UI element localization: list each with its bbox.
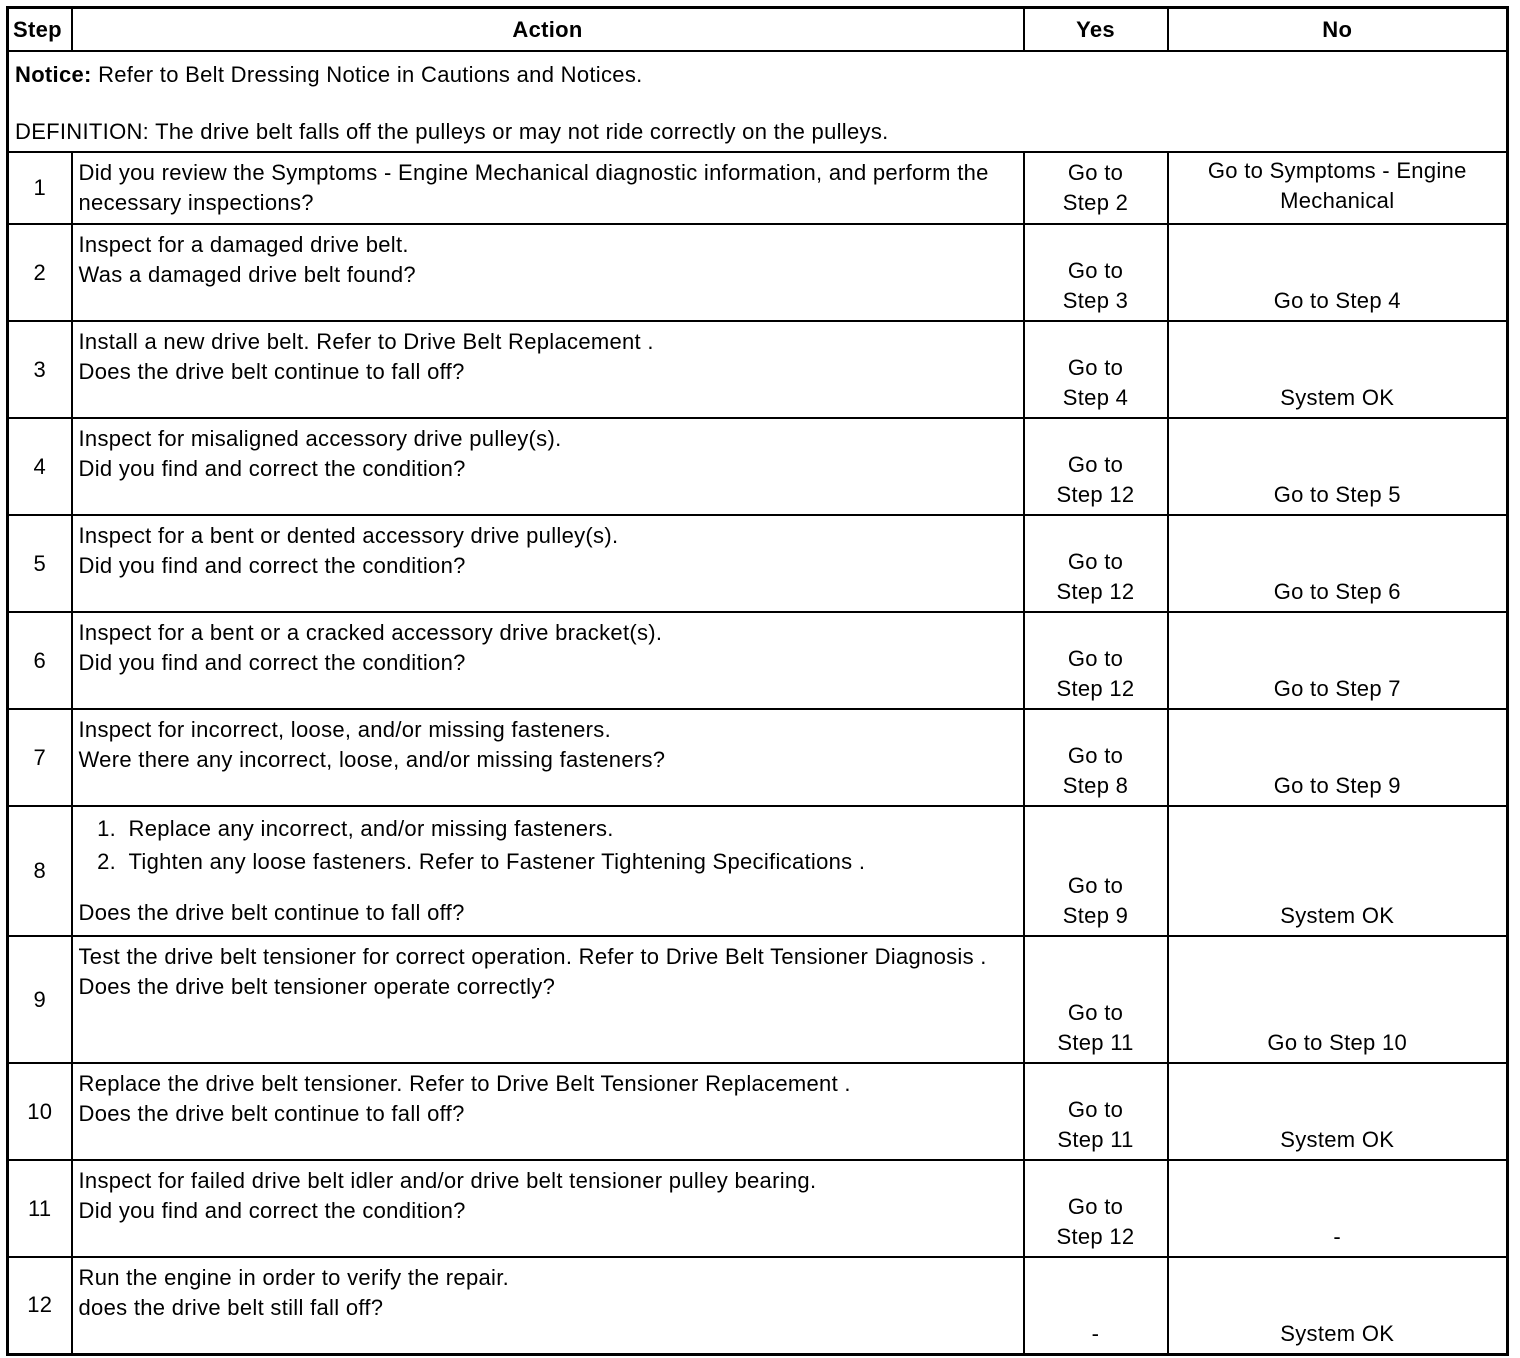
notice-row [8,51,1508,152]
table-row [8,224,1508,321]
action-question: Does the drive belt continue to fall off? [78,359,465,384]
table-row [8,936,1508,1063]
table-row [8,806,1508,936]
step-number: 8 [8,806,72,936]
definition-text: DEFINITION: The drive belt falls off the pulleys or may not ride correctly on the pulleys. [15,119,889,144]
action-instruction: Install a new drive belt. Refer to Drive Belt Replacement . [78,329,654,354]
notice-cell [8,51,1508,152]
yes-result: Go to Step 12 [1024,612,1168,709]
table-row [8,1063,1508,1160]
action-cell [72,806,1024,936]
no-result: Go to Step 7 [1168,612,1508,709]
action-cell [72,224,1024,321]
step-number: 3 [8,321,72,418]
notice-label: Notice: [15,62,92,87]
action-instruction: Inspect for a bent or dented accessory drive pulley(s). [78,523,619,548]
step-column-header: Step [8,8,72,52]
step-number: 2 [8,224,72,321]
action-question: Did you find and correct the condition? [78,1198,466,1223]
step-number: 7 [8,709,72,806]
yes-result: Go to Step 12 [1024,515,1168,612]
action-instruction: Inspect for a bent or a cracked accessory drive bracket(s). [78,620,663,645]
no-result: System OK [1168,806,1508,936]
table-row [8,418,1508,515]
step-number: 11 [8,1160,72,1257]
action-column-header: Action [72,8,1024,52]
step-number: 12 [8,1257,72,1354]
action-cell [72,321,1024,418]
yes-result: Go to Step 9 [1024,806,1168,936]
action-cell [72,418,1024,515]
action-question: Did you find and correct the condition? [78,456,466,481]
yes-result: Go to Step 12 [1024,1160,1168,1257]
no-result: Go to Step 4 [1168,224,1508,321]
table-row [8,709,1508,806]
action-cell [72,515,1024,612]
action-question: Does the drive belt continue to fall off? [78,900,465,925]
no-result: Go to Step 9 [1168,709,1508,806]
no-result: System OK [1168,1063,1508,1160]
action-cell [72,709,1024,806]
table-row [8,515,1508,612]
step-number: 6 [8,612,72,709]
yes-result: Go to Step 4 [1024,321,1168,418]
no-result: System OK [1168,1257,1508,1354]
yes-result: Go to Step 11 [1024,936,1168,1063]
action-question: Does the drive belt tensioner operate correctly? [78,974,556,999]
notice-line [15,60,1500,90]
action-question: Was a damaged drive belt found? [78,262,416,287]
yes-result: Go to Step 3 [1024,224,1168,321]
action-instruction: Replace the drive belt tensioner. Refer to Drive Belt Tensioner Replacement . [78,1071,851,1096]
action-instruction: Run the engine in order to verify the repair. [78,1265,510,1290]
yes-result: Go to Step 11 [1024,1063,1168,1160]
table-row [8,1257,1508,1354]
action-instruction: Test the drive belt tensioner for correct operation. Refer to Drive Belt Tensioner Diagnosis . [78,944,987,969]
table-header-row [8,8,1508,52]
no-result: Go to Step 6 [1168,515,1508,612]
action-list-item: 1. Replace any incorrect, and/or missing fasteners. [123,812,1017,845]
step-number: 4 [8,418,72,515]
action-question: Were there any incorrect, loose, and/or missing fasteners? [78,747,666,772]
table-row [8,321,1508,418]
action-question: does the drive belt still fall off? [78,1295,384,1320]
step-number: 10 [8,1063,72,1160]
step-number: 9 [8,936,72,1063]
action-cell [72,1257,1024,1354]
action-instruction: Inspect for a damaged drive belt. [78,232,409,257]
action-question: Did you find and correct the condition? [78,553,466,578]
yes-result: Go to Step 8 [1024,709,1168,806]
yes-result: Go to Step 12 [1024,418,1168,515]
no-result: Go to Step 5 [1168,418,1508,515]
action-instruction: Inspect for misaligned accessory drive pulley(s). [78,426,562,451]
no-result: System OK [1168,321,1508,418]
no-result: Go to Symptoms - Engine Mechanical [1168,152,1508,224]
action-step-list [79,812,1017,878]
step-number: 1 [8,152,72,224]
yes-result: Go to Step 2 [1024,152,1168,224]
diagnostic-table [6,6,1509,1356]
no-column-header: No [1168,8,1508,52]
action-instruction: Inspect for failed drive belt idler and/or drive belt tensioner pulley bearing. [78,1168,817,1193]
action-cell [72,936,1024,1063]
yes-result: - [1024,1257,1168,1354]
action-cell [72,1063,1024,1160]
action-question: Does the drive belt continue to fall off? [78,1101,465,1126]
no-result: Go to Step 10 [1168,936,1508,1063]
no-result: - [1168,1160,1508,1257]
notice-text: Refer to Belt Dressing Notice in Cautions and Notices. [91,62,643,87]
action-instruction: Inspect for incorrect, loose, and/or missing fasteners. [78,717,612,742]
table-row [8,152,1508,224]
action-cell [72,152,1024,224]
action-cell [72,1160,1024,1257]
table-row [8,612,1508,709]
yes-column-header: Yes [1024,8,1168,52]
action-list-item: 2. Tighten any loose fasteners. Refer to Fastener Tightening Specifications . [123,845,1017,878]
action-instruction: Did you review the Symptoms - Engine Mechanical diagnostic information, and perform the necessary inspections? [78,160,989,215]
table-row [8,1160,1508,1257]
action-cell [72,612,1024,709]
action-question: Did you find and correct the condition? [78,650,466,675]
step-number: 5 [8,515,72,612]
